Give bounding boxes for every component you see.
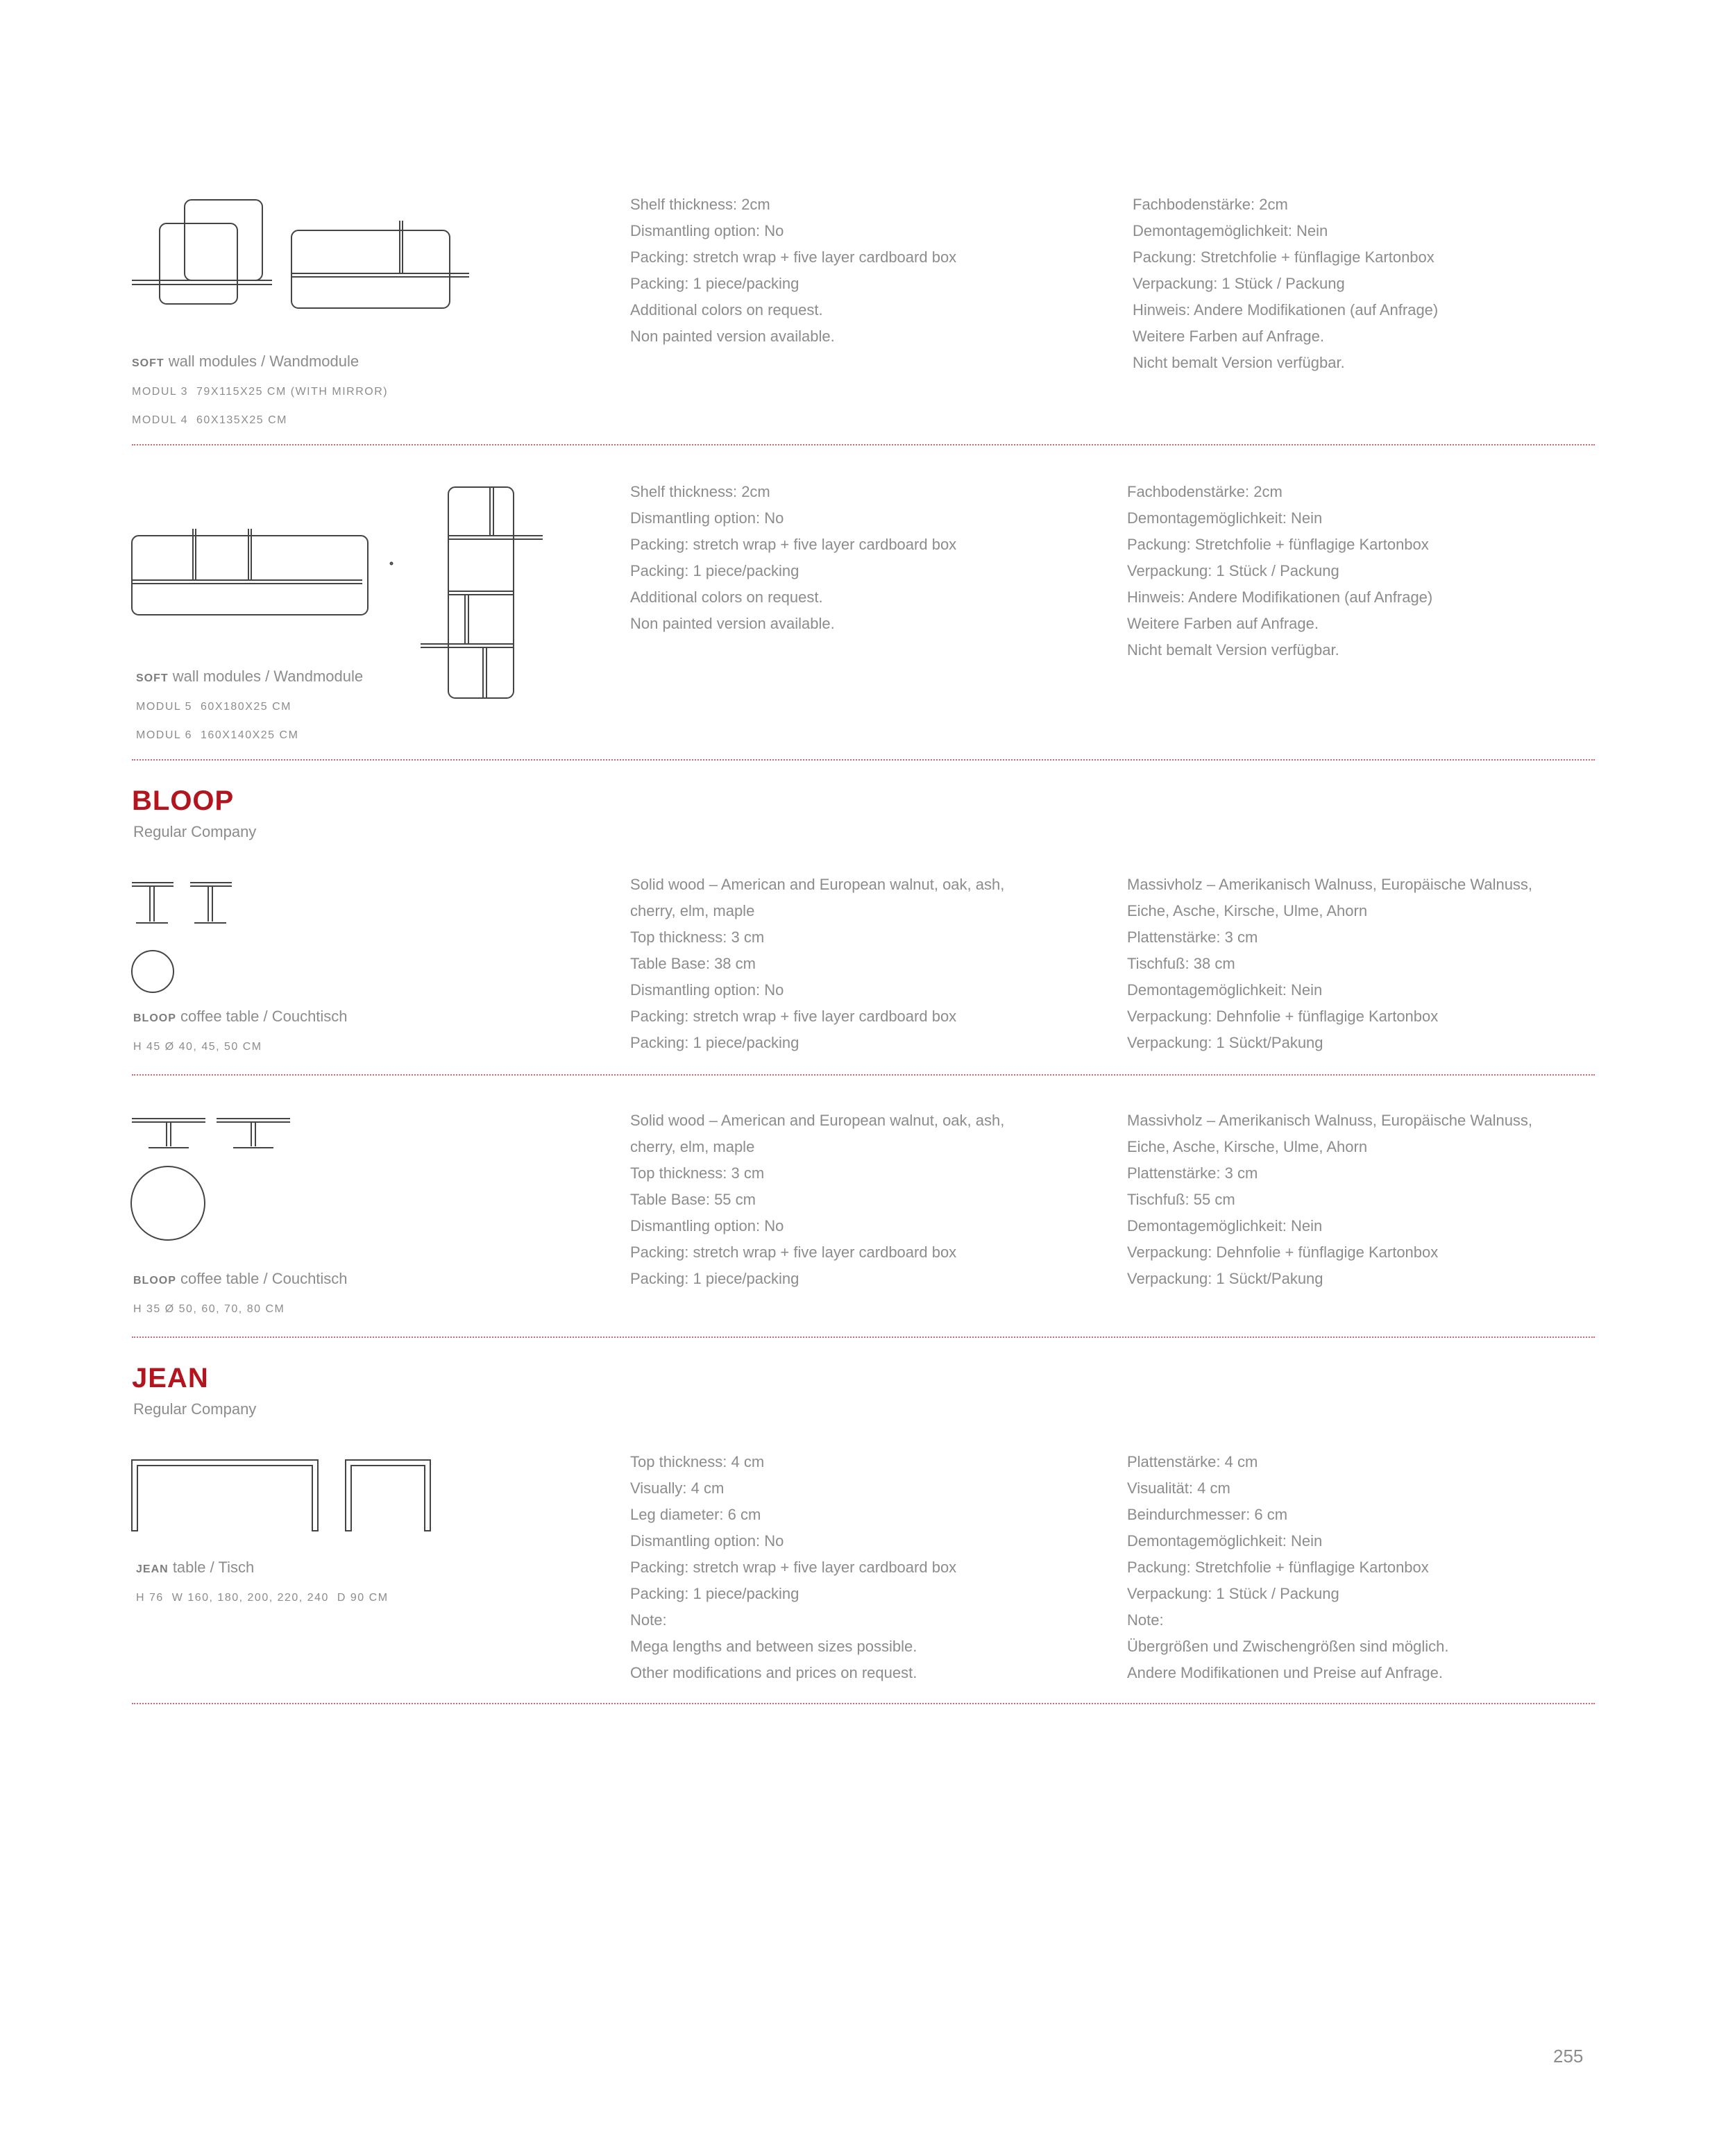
spec-line: Plattenstärke: 4 cm — [1127, 1453, 1258, 1470]
caption-label: MODUL 4 — [132, 414, 189, 426]
soft-modul-5-drawing — [421, 487, 543, 698]
spec-line: Tischfuß: 55 cm — [1127, 1191, 1235, 1208]
spec-line: Massivholz – Amerikanisch Walnuss, Europäische Walnuss, — [1127, 876, 1533, 893]
soft-1-german-specs — [1133, 192, 1438, 376]
spec-line: Dismantling option: No — [630, 509, 784, 527]
spec-line: Demontagemöglichkeit: Nein — [1127, 1532, 1323, 1550]
spec-line: Table Base: 55 cm — [630, 1191, 756, 1208]
spec-line: Demontagemöglichkeit: Nein — [1127, 981, 1323, 999]
bloop-2-english-specs — [630, 1107, 1004, 1292]
caption-dims: H 35 Ø 50, 60, 70, 80 CM — [133, 1303, 285, 1315]
jean-german-specs — [1127, 1449, 1448, 1686]
caption-brand: BLOOP — [133, 1012, 176, 1024]
spec-line: Eiche, Asche, Kirsche, Ulme, Ahorn — [1127, 902, 1368, 919]
caption-value: 160X140X25 CM — [201, 729, 299, 741]
spec-line: Eiche, Asche, Kirsche, Ulme, Ahorn — [1127, 1138, 1368, 1155]
spec-line: Packing: stretch wrap + five layer cardboard box — [630, 1008, 957, 1025]
spec-line: Additional colors on request. — [630, 588, 823, 606]
spec-line: Fachbodenstärke: 2cm — [1133, 196, 1288, 213]
spec-line: Shelf thickness: 2cm — [630, 483, 770, 500]
bloop-1-english-specs — [630, 872, 1004, 1056]
spec-line: Packung: Stretchfolie + fünflagige Kartonbox — [1127, 1559, 1429, 1576]
caption-type: table / Tisch — [172, 1559, 255, 1576]
spec-line: Packing: 1 piece/packing — [630, 275, 799, 292]
caption-label: MODUL 6 — [136, 729, 193, 741]
caption-depth: D 90 CM — [337, 1592, 389, 1604]
bloop-title: BLOOP — [132, 786, 235, 816]
caption-value: 79X115X25 CM (WITH MIRROR) — [196, 386, 389, 398]
spec-line: Solid wood – American and European walnut, oak, ash, — [630, 1112, 1005, 1129]
soft-2-english-specs — [630, 479, 956, 637]
spec-line: Andere Modifikationen und Preise auf Anfrage. — [1127, 1664, 1443, 1681]
soft-1-english-specs — [630, 192, 956, 350]
spec-line: Packing: 1 piece/packing — [630, 1585, 799, 1602]
caption-label: MODUL 3 — [132, 386, 189, 398]
spec-line: Nicht bemalt Version verfügbar. — [1127, 641, 1339, 659]
spec-line: Fachbodenstärke: 2cm — [1127, 483, 1283, 500]
spec-line: Non painted version available. — [630, 328, 835, 345]
spec-line: Additional colors on request. — [630, 301, 823, 319]
caption-type: wall modules / Wandmodule — [172, 668, 364, 685]
spec-line: Packing: stretch wrap + five layer cardboard box — [630, 1243, 957, 1261]
spec-line: Dismantling option: No — [630, 1217, 784, 1234]
spec-line: Table Base: 38 cm — [630, 955, 756, 972]
spec-line: Note: — [1127, 1611, 1164, 1629]
spec-line: Verpackung: 1 Stück / Packung — [1133, 275, 1345, 292]
bloop-1-caption — [133, 1003, 348, 1060]
spec-line: Packing: stretch wrap + five layer cardboard box — [630, 248, 957, 266]
spec-line: Packing: stretch wrap + five layer cardboard box — [630, 1559, 957, 1576]
jean-english-specs — [630, 1449, 956, 1686]
spec-line: Dismantling option: No — [630, 1532, 784, 1550]
divider — [132, 1336, 1595, 1338]
spec-line: Leg diameter: 6 cm — [630, 1506, 761, 1523]
spec-line: Demontagemöglichkeit: Nein — [1127, 509, 1323, 527]
spec-line: Verpackung: Dehnfolie + fünflagige Kartonbox — [1127, 1008, 1439, 1025]
bloop-2-caption — [133, 1266, 348, 1323]
page-number: 255 — [1553, 2046, 1584, 2066]
caption-brand: BLOOP — [133, 1275, 176, 1287]
spec-line: Nicht bemalt Version verfügbar. — [1133, 354, 1345, 371]
spec-line: Beindurchmesser: 6 cm — [1127, 1506, 1288, 1523]
caption-dims: H 45 Ø 40, 45, 50 CM — [133, 1041, 262, 1053]
spec-line: Weitere Farben auf Anfrage. — [1133, 328, 1324, 345]
spec-line: Plattenstärke: 3 cm — [1127, 928, 1258, 946]
spec-line: Massivholz – Amerikanisch Walnuss, Europäische Walnuss, — [1127, 1112, 1533, 1129]
spec-line: Mega lengths and between sizes possible. — [630, 1638, 917, 1655]
spec-line: Weitere Farben auf Anfrage. — [1127, 615, 1319, 632]
bloop-1-german-specs — [1127, 872, 1532, 1056]
spec-line: cherry, elm, maple — [630, 902, 755, 919]
spec-line: Hinweis: Andere Modifikationen (auf Anfrage) — [1133, 301, 1439, 319]
spec-line: Demontagemöglichkeit: Nein — [1133, 222, 1328, 239]
spec-line: Tischfuß: 38 cm — [1127, 955, 1235, 972]
spec-line: Other modifications and prices on request. — [630, 1664, 917, 1681]
soft-modul-6-drawing — [132, 529, 393, 615]
spec-line: Visualität: 4 cm — [1127, 1479, 1230, 1497]
spec-line: Visually: 4 cm — [630, 1479, 725, 1497]
caption-brand: SOFT — [132, 357, 164, 369]
spec-line: Packung: Stretchfolie + fünflagige Kartonbox — [1133, 248, 1434, 266]
soft-modul-4-drawing — [291, 221, 469, 308]
spec-line: Verpackung: Dehnfolie + fünflagige Kartonbox — [1127, 1243, 1439, 1261]
bloop-2-german-specs — [1127, 1107, 1532, 1292]
spec-line: Verpackung: 1 Sückt/Pakung — [1127, 1270, 1323, 1287]
soft-modul-3-drawing — [132, 200, 272, 304]
spec-line: Verpackung: 1 Stück / Packung — [1127, 1585, 1339, 1602]
spec-line: Shelf thickness: 2cm — [630, 196, 770, 213]
jean-drawing — [132, 1460, 430, 1531]
spec-line: Plattenstärke: 3 cm — [1127, 1164, 1258, 1182]
caption-height: H 76 — [136, 1592, 164, 1604]
caption-value: 60X135X25 CM — [196, 414, 287, 426]
bloop-maker: Regular Company — [133, 823, 257, 840]
spec-line: Top thickness: 3 cm — [630, 1164, 765, 1182]
spec-line: Solid wood – American and European walnut, oak, ash, — [630, 876, 1005, 893]
spec-line: Dismantling option: No — [630, 222, 784, 239]
spec-line: Dismantling option: No — [630, 981, 784, 999]
spec-line: Packing: 1 piece/packing — [630, 562, 799, 579]
spec-line: Note: — [630, 1611, 667, 1629]
caption-brand: JEAN — [136, 1563, 169, 1575]
spec-line: Non painted version available. — [630, 615, 835, 632]
jean-title: JEAN — [132, 1363, 209, 1393]
jean-caption — [136, 1554, 389, 1611]
divider — [132, 444, 1595, 445]
soft-2-caption — [136, 663, 363, 749]
spec-line: Verpackung: 1 Sückt/Pakung — [1127, 1034, 1323, 1051]
spec-line: Verpackung: 1 Stück / Packung — [1127, 562, 1339, 579]
divider — [132, 1074, 1595, 1076]
caption-brand: SOFT — [136, 672, 169, 684]
divider — [132, 1703, 1595, 1704]
caption-label: MODUL 5 — [136, 701, 193, 713]
divider — [132, 759, 1595, 761]
spec-line: Hinweis: Andere Modifikationen (auf Anfrage) — [1127, 588, 1433, 606]
caption-width: W 160, 180, 200, 220, 240 — [171, 1592, 329, 1604]
caption-type: coffee table / Couchtisch — [180, 1008, 348, 1025]
spec-line: Übergrößen und Zwischengrößen sind möglich. — [1127, 1638, 1449, 1655]
spec-line: Top thickness: 3 cm — [630, 928, 765, 946]
caption-type: coffee table / Couchtisch — [180, 1270, 348, 1287]
bloop-large-drawing — [131, 1119, 290, 1240]
spec-line: Packung: Stretchfolie + fünflagige Kartonbox — [1127, 536, 1429, 553]
caption-type: wall modules / Wandmodule — [168, 353, 359, 370]
spec-line: Demontagemöglichkeit: Nein — [1127, 1217, 1323, 1234]
soft-1-caption — [132, 348, 388, 434]
jean-maker: Regular Company — [133, 1400, 257, 1418]
spec-line: Top thickness: 4 cm — [630, 1453, 765, 1470]
caption-value: 60X180X25 CM — [201, 701, 291, 713]
soft-2-german-specs — [1127, 479, 1432, 663]
spec-line: cherry, elm, maple — [630, 1138, 755, 1155]
spec-line: Packing: 1 piece/packing — [630, 1034, 799, 1051]
spec-line: Packing: 1 piece/packing — [630, 1270, 799, 1287]
bloop-small-drawing — [132, 883, 232, 992]
spec-line: Packing: stretch wrap + five layer cardboard box — [630, 536, 957, 553]
